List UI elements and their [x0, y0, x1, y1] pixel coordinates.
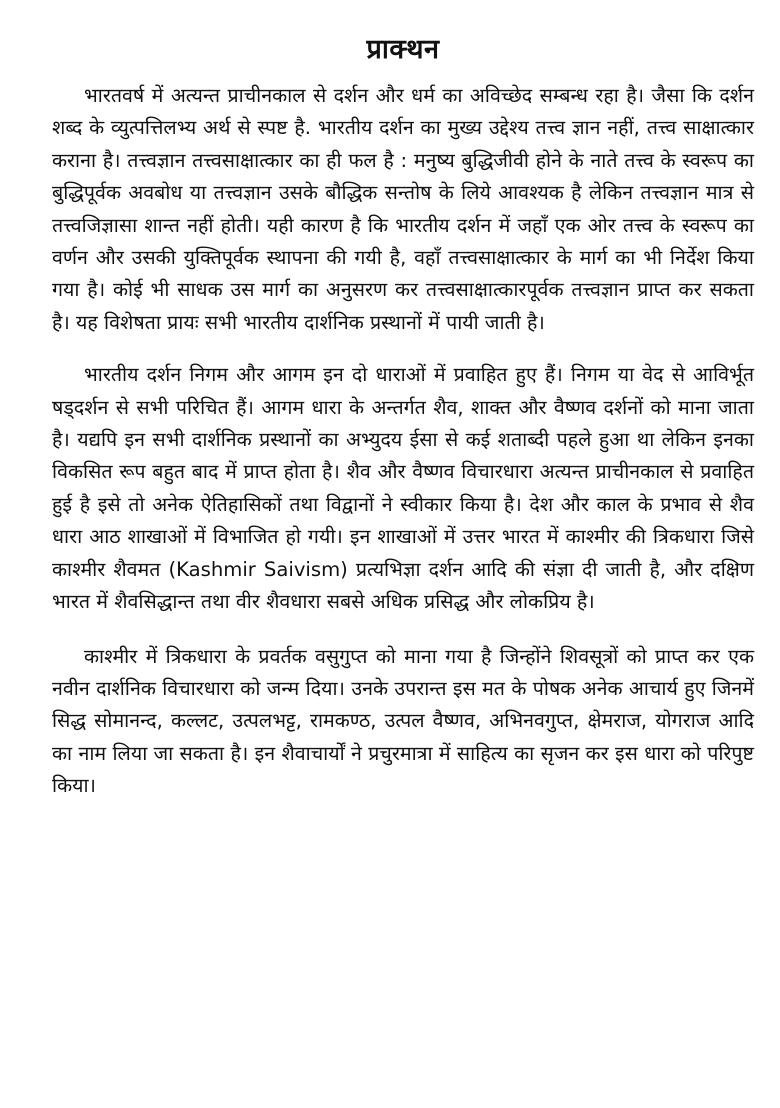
paragraph-1 — [52, 80, 754, 339]
paragraph-1-text: भारतवर्ष में अत्यन्त प्राचीनकाल से दर्शन और धर्म का अविच्छेद सम्बन्ध रहा है। जैसा कि दर्शन शब्द के व्युत्पत्तिलभ्य अर्थ से स्पष्ट है. भारतीय दर्शन का मुख्य उद्देश्य तत्त्व ज्ञान नहीं, तत्त्व साक्षात्कार कराना है। तत्त्वज्ञान तत्त्वसाक्षात्कार का ही फल है : मनुष्य बुद्धिजीवी होने के नाते तत्त्व के स्वरूप का बुद्धिपूर्वक अवबोध या तत्त्वज्ञान उसके बौद्धिक सन्तोष के लिये आवश्यक है लेकिन तत्त्वज्ञान मात्र से तत्त्वजिज्ञासा शान्त नहीं होती। यही कारण है कि भारतीय दर्शन में जहाँ एक ओर तत्त्व के स्वरूप का वर्णन और उसकी युक्तिपूर्वक स्थापना की गयी है, वहाँ तत्त्वसाक्षात्कार के मार्ग का भी निर्देश किया गया है। कोई भी साधक उस मार्ग का अनुसरण कर तत्त्वसाक्षात्कारपूर्वक तत्त्वज्ञान प्राप्त कर सकता है। यह विशेषता प्रायः सभी भारतीय दार्शनिक प्रस्थानों में पायी जाती है। — [52, 84, 754, 334]
page-title: प्राक्थन — [366, 34, 440, 65]
paragraph-3-text: काश्मीर में त्रिकधारा के प्रवर्तक वसुगुप्त को माना गया है जिन्होंने शिवसूत्रों को प्राप्त कर एक नवीन दार्शनिक विचारधारा को जन्म दिया। उनके उपरान्त इस मत के पोषक अनेक आचार्य हुए जिनमें सिद्ध सोमानन्द, कल्लट, उत्पलभट्ट, रामकण्ठ, उत्पल वैष्णव, अभिनवगुप्त, क्षेमराज, योगराज आदि का नाम लिया जा सकता है। इन शैवाचार्यों ने प्रचुरमात्रा में साहित्य का सृजन कर इस धारा को परिपुष्ट किया। — [52, 644, 754, 798]
paragraph-3 — [52, 641, 754, 803]
paragraph-spacer — [52, 339, 754, 359]
paragraph-2-text: भारतीय दर्शन निगम और आगम इन दो धाराओं में प्रवाहित हुए हैं। निगम या वेद से आविर्भूत षड्दर्शन से सभी परिचित हैं। आगम धारा के अन्तर्गत शैव, शाक्त और वैष्णव दर्शनों को माना जाता है। यद्यपि इन सभी दार्शनिक प्रस्थानों का अभ्युदय ईसा से कई शताब्दी पहले हुआ था लेकिन इनका विकसित रूप बहुत बाद में प्राप्त होता है। शैव और वैष्णव विचारधारा अत्यन्त प्राचीनकाल से प्रवाहित हुई है इसे तो अनेक ऐतिहासिकों तथा विद्वानों ने स्वीकार किया है। देश और काल के प्रभाव से शैव धारा आठ शाखाओं में विभाजित हो गयी। इन शाखाओं में उत्तर भारत में काश्मीर की त्रिकधारा जिसे काश्मीर शैवमत (Kashmir Saivism) प्रत्यभिज्ञा दर्शन आदि की संज्ञा दी जाती है, और दक्षिण भारत में शैवसिद्धान्त तथा वीर शैवधारा सबसे अधिक प्रसिद्ध और लोकप्रिय है। — [52, 363, 754, 614]
paragraph-2 — [52, 359, 754, 618]
paragraph-spacer — [52, 619, 754, 641]
